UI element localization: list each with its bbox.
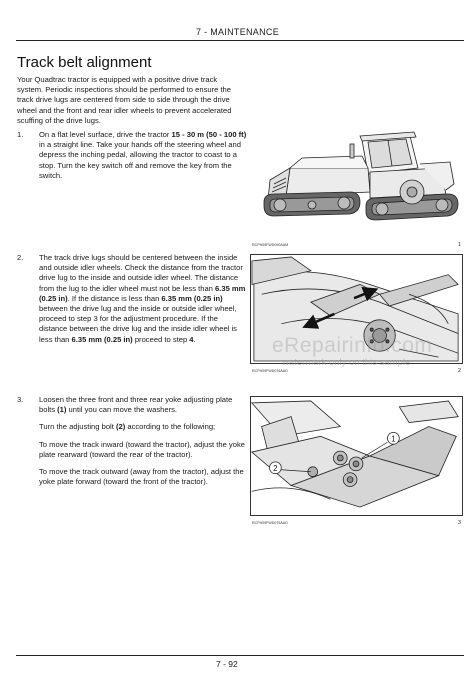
tractor-drawing — [250, 128, 463, 240]
step-number: 1. — [17, 130, 24, 139]
clearance-value: 6.35 mm (0.25 in) — [39, 283, 246, 303]
outward-instruction: To move the track outward (away from the tractor), adjust the yoke plate forward (toward the front of the tractor). — [39, 467, 244, 487]
callout-ref: (2) — [115, 422, 126, 432]
figure-number: 1 — [457, 242, 461, 248]
intro-paragraph: Your Quadtrac tractor is equipped with a positive drive track system. Periodic inspections should be performed to ensure the track drive lugs are centered from side to side through the drive wheel and the front and rear idler wheels to prevent accelerated scuffing of the drive lugs. — [17, 75, 232, 125]
inward-instruction: To move the track inward (toward the tractor), adjust the yoke plate rearward (toward the rear of the tractor). — [39, 439, 245, 459]
clearance-value: 6.35 mm (0.25 in) — [71, 334, 133, 344]
callout-label-1: 1 — [391, 434, 396, 444]
clearance-value: 6.35 mm (0.25 in) — [161, 293, 223, 303]
step-text: The track drive lugs should be centered between the inside and outside idler wheels. Check the distance from the tractor drive lug to the inside and outside idler wheel. The distance from the lug to the idler wheel must not be less than 6.35 mm (0.25 in). If the distance is less than 6.35 mm (0.25 in) between the drive lug and the inside or outside idler wheel, proceed to step 3 for the adjustment procedure. If the distance between the drive lug and the inside idler wheel is less than 6.35 mm (0.25 in) proceed to step 4. — [39, 253, 246, 344]
step-number: 3. — [17, 395, 24, 404]
yoke-plate-drawing — [251, 397, 462, 515]
figure-code: RCPH09FWD076AAG — [252, 369, 288, 373]
callout-1 — [387, 432, 399, 444]
step-text: Loosen the three front and three rear yoke adjusting plate bolts (1) until you can move the washers. Turn the adjusting bolt (2) according to the following; To move the track inward (toward the tractor), adjust the yoke plate rearward (toward the rear of the tractor). To move the track outward (away from the tractor), adjust the yoke plate forward (toward the front of the tractor). — [39, 395, 247, 494]
callout-label-2: 2 — [273, 463, 278, 473]
watermark-text: eRepairinfo.com — [272, 334, 433, 357]
page-number: 7 - 92 — [216, 659, 238, 669]
section-label: 7 - MAINTENANCE — [196, 27, 280, 37]
section-header — [0, 24, 474, 44]
tractor-illustration — [250, 128, 463, 240]
yoke-plate-illustration — [250, 396, 463, 516]
figure-code: RCPH09FWD075AAG — [252, 521, 288, 525]
step-reference: 4 — [189, 334, 194, 344]
footer-rule — [16, 655, 464, 656]
callout-ref: (1) — [57, 405, 67, 415]
watermark-subtext: watermark only on this sample — [282, 357, 411, 368]
step-number: 2. — [17, 253, 24, 262]
distance-value: 15 - 30 m (50 - 100 ft) — [171, 130, 247, 139]
figure-number: 3 — [457, 520, 461, 526]
step-text: On a flat level surface, drive the tractor 15 - 30 m (50 - 100 ft) in a straight line. Take your hands off the steering wheel and depress the inching pedal, allowing the tractor to coast to a stop. Turn the key switch off and remove the key from the switch. — [39, 130, 247, 180]
callout-2 — [269, 462, 281, 474]
page-title: Track belt alignment — [17, 54, 152, 71]
header-rule — [16, 40, 464, 41]
figure-number: 2 — [457, 368, 461, 374]
figure-code: RCPH09FWD090AAM — [252, 243, 289, 247]
page-footer — [0, 655, 474, 675]
